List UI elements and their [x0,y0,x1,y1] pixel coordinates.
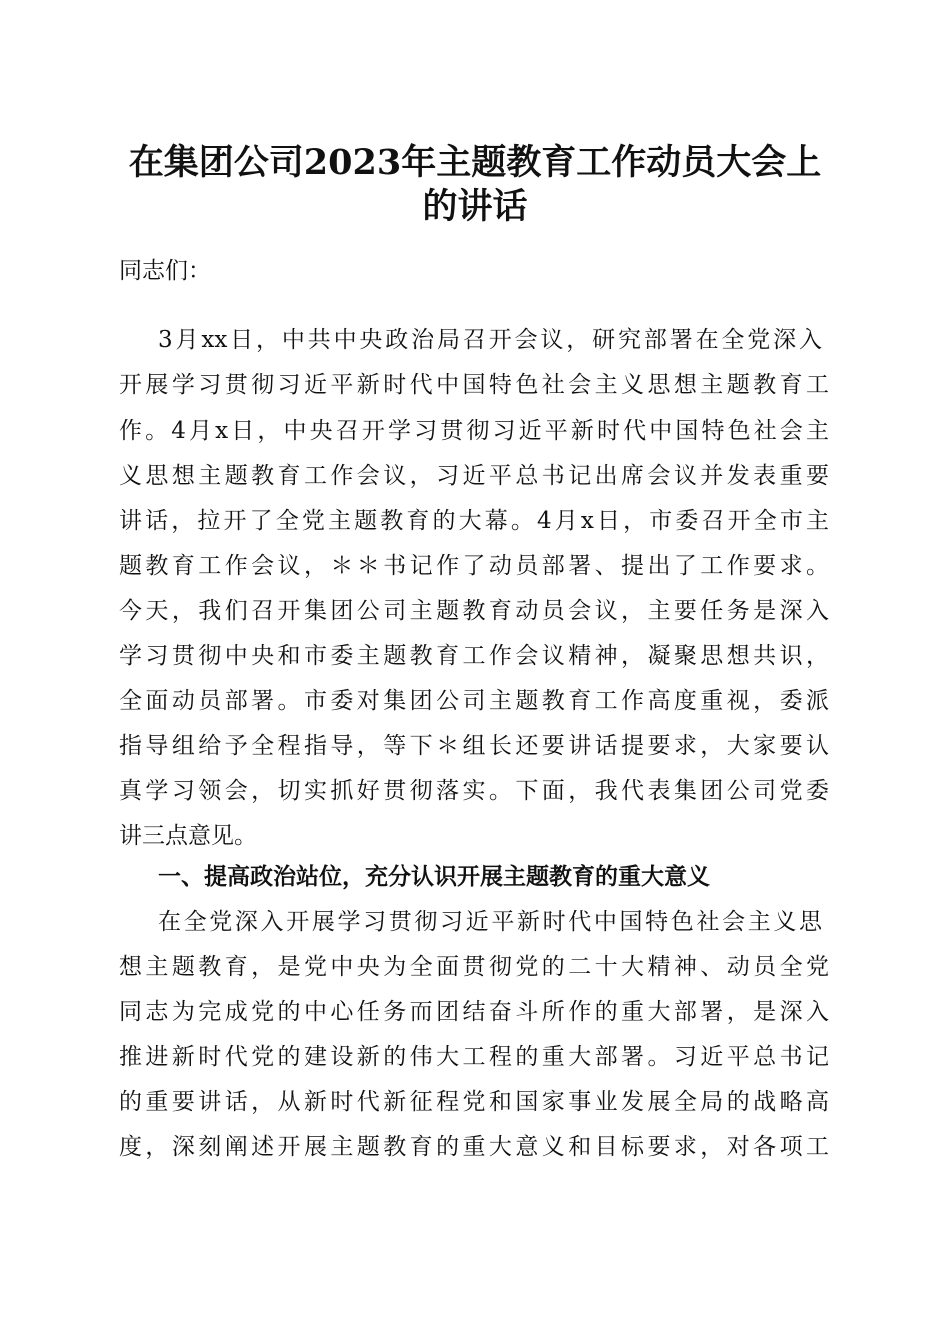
paragraph-1-line: 题教育工作会议，＊＊书记作了动员部署、提出了工作要求。 [119,553,829,579]
paragraph-1-line: 开展学习贯彻习近平新时代中国特色社会主义思想主题教育工 [119,372,829,398]
paragraph-1-line: 3月xx日，中共中央政治局召开会议，研究部署在全党深入 [158,327,822,353]
paragraph-1-line: 全面动员部署。市委对集团公司主题教育工作高度重视，委派 [119,688,829,714]
paragraph-1-line: 真学习领会，切实抓好贯彻落实。下面，我代表集团公司党委 [119,778,829,804]
paragraph-1-line: 作。4月x日，中央召开学习贯彻习近平新时代中国特色社会主 [119,418,829,444]
paragraph-2-line: 在全党深入开展学习贯彻习近平新时代中国特色社会主义思 [158,909,822,935]
document-title-line-2: 的讲话 [422,186,528,227]
section-1-heading: 一、提高政治站位，充分认识开展主题教育的重大意义 [158,864,710,890]
paragraph-1-line: 学习贯彻中央和市委主题教育工作会议精神，凝聚思想共识， [119,643,829,669]
paragraph-2-line: 想主题教育，是党中央为全面贯彻党的二十大精神、动员全党 [119,954,829,980]
salutation: 同志们： [119,258,211,284]
paragraph-1-line: 讲话，拉开了全党主题教育的大幕。4月x日，市委召开全市主 [119,508,829,534]
paragraph-2-line: 同志为完成党的中心任务而团结奋斗所作的重大部署，是深入 [119,999,829,1025]
paragraph-2-line: 的重要讲话，从新时代新征程党和国家事业发展全局的战略高 [119,1089,829,1115]
paragraph-1-line: 指导组给予全程指导，等下＊组长还要讲话提要求，大家要认 [119,733,829,759]
paragraph-1-line: 今天，我们召开集团公司主题教育动员会议，主要任务是深入 [119,598,829,624]
document-title-line-1: 在集团公司2023年主题教育工作动员大会上 [128,142,822,183]
paragraph-1-line: 义思想主题教育工作会议，习近平总书记出席会议并发表重要 [119,463,829,489]
paragraph-2-line: 度，深刻阐述开展主题教育的重大意义和目标要求，对各项工 [119,1134,829,1160]
paragraph-2-line: 推进新时代党的建设新的伟大工程的重大部署。习近平总书记 [119,1044,829,1070]
paragraph-1-line: 讲三点意见。 [119,823,257,849]
